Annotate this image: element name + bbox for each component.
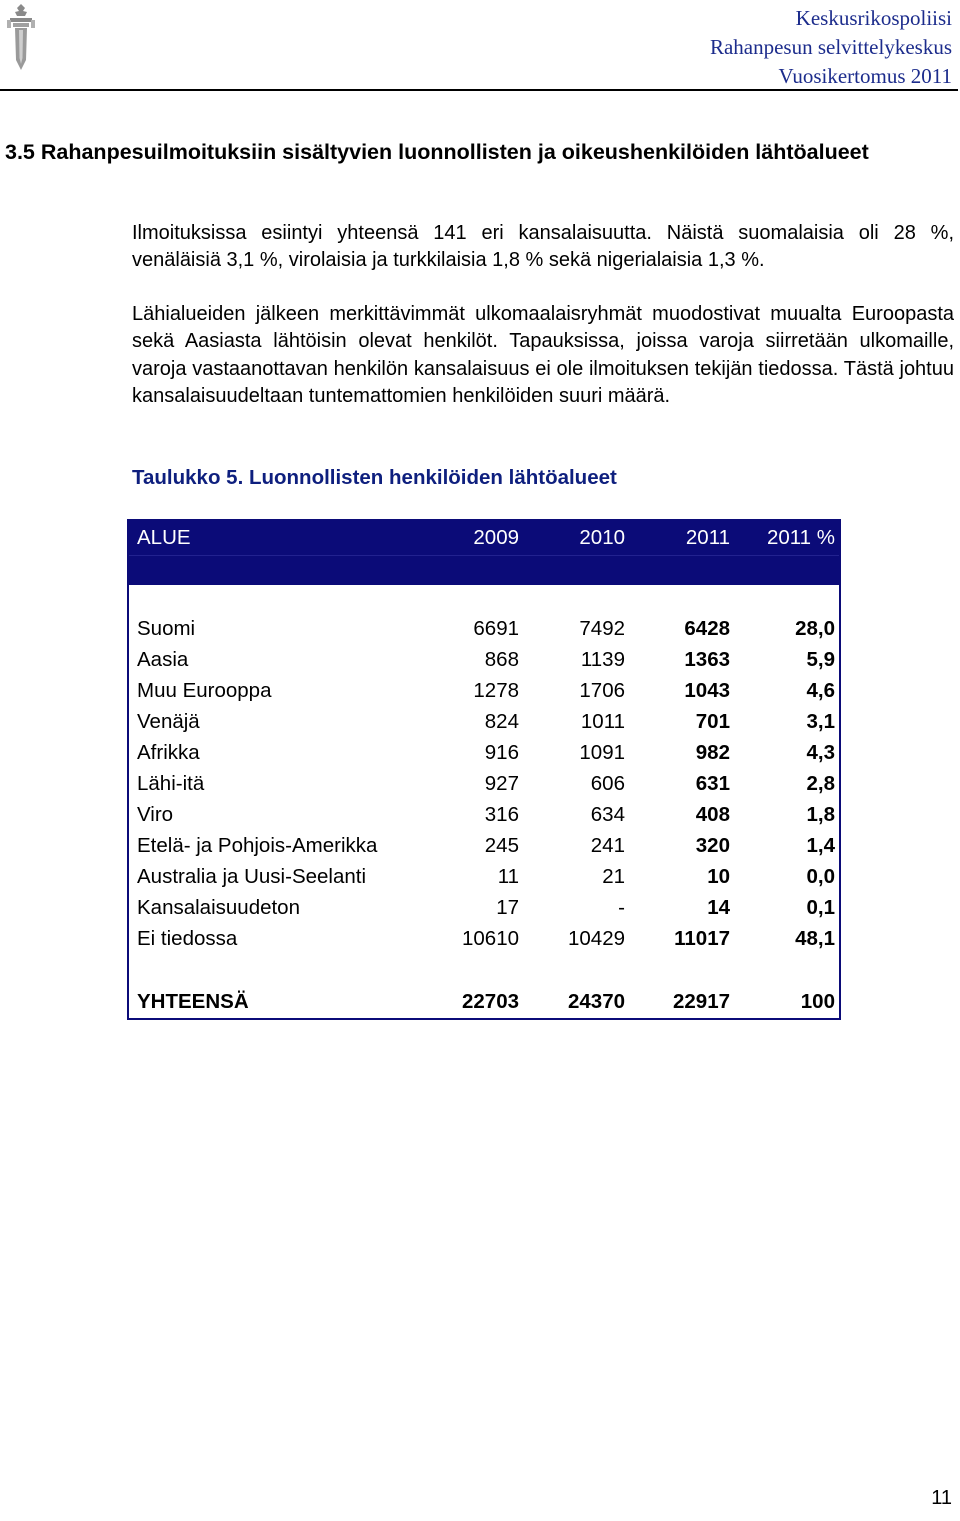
paragraph-foreign-groups: Lähialueiden jälkeen merkittävimmät ulkomaalaisryhmät muodostivat muualta Euroopasta sekä Aasiasta lähtöisin olevat henkilöt. Tapauksissa, joissa varoja siirretään ulkomaille, varoja vastaanottavan henkilön kansalaisuus ei ole ilmoituksen tekijän tiedossa. Tästä johtuu kansalaisuudeltaan tuntemattomien henkilöiden suuri määrä.: [132, 303, 954, 408]
row-2009: 927: [484, 772, 519, 795]
row-2011: 408: [695, 803, 730, 826]
table-row: [129, 677, 839, 708]
header-organization: Keskusrikospoliisi: [795, 6, 952, 30]
row-2009: 245: [484, 834, 519, 857]
row-2009: 916: [484, 741, 519, 764]
table-row: [129, 832, 839, 863]
row-2010: 1011: [580, 710, 625, 733]
row-2010: 634: [590, 803, 625, 826]
row-2011: 631: [695, 772, 730, 795]
row-area: Lähi-itä: [137, 772, 205, 795]
table-row: [129, 925, 839, 956]
row-2011-percent: 28,0: [795, 617, 835, 640]
header-unit: Rahanpesun selvittelykeskus: [709, 35, 952, 59]
row-2011: 11017: [674, 927, 730, 950]
row-2011: 6428: [684, 617, 730, 640]
row-2010: 1706: [579, 679, 625, 702]
row-2011-percent: 4,6: [806, 679, 835, 702]
row-2009: 1278: [473, 679, 519, 702]
header-2011-percent: 2011 %: [766, 526, 835, 549]
table-row: [129, 739, 839, 770]
row-2010: 10429: [567, 927, 625, 950]
row-2010: 241: [590, 834, 625, 857]
row-2010: 1091: [579, 741, 625, 764]
total-2010: 24370: [567, 990, 625, 1013]
row-2009: 11: [497, 865, 519, 888]
total-label: YHTEENSÄ: [137, 990, 249, 1013]
row-2010: -: [618, 896, 625, 919]
row-2011: 982: [695, 741, 730, 764]
row-2009: 6691: [473, 617, 519, 640]
table-header-divider: [129, 555, 839, 556]
origin-table: [127, 519, 841, 1020]
police-emblem-icon: [4, 2, 38, 72]
row-2011-percent: 48,1: [795, 927, 835, 950]
row-area: Venäjä: [137, 710, 200, 733]
table-header: [129, 521, 839, 585]
row-2011-percent: 5,9: [806, 648, 835, 671]
row-2011-percent: 0,1: [806, 896, 835, 919]
row-area: Suomi: [137, 617, 196, 640]
header-area: ALUE: [137, 526, 191, 549]
table-row: [129, 863, 839, 894]
row-2010: 606: [590, 772, 625, 795]
total-2011-percent: 100: [800, 990, 835, 1013]
row-2011-percent: 4,3: [806, 741, 835, 764]
header-divider: [0, 89, 958, 91]
row-2010: 1139: [580, 648, 625, 671]
row-2011: 320: [695, 834, 730, 857]
row-area: Aasia: [137, 648, 189, 671]
row-2009: 824: [484, 710, 519, 733]
section-heading: 3.5 Rahanpesuilmoituksiin sisältyvien luonnollisten ja oikeushenkilöiden lähtöalueet: [5, 140, 869, 164]
document-header: [710, 4, 952, 91]
header-2011: 2011: [685, 526, 730, 549]
header-report-title: Vuosikertomus 2011: [778, 64, 952, 88]
row-area: Ei tiedossa: [137, 927, 238, 950]
row-area: Viro: [137, 803, 174, 826]
row-2010: 21: [602, 865, 625, 888]
row-2011: 1363: [684, 648, 730, 671]
row-area: Australia ja Uusi-Seelanti: [137, 865, 367, 888]
table-total-row: [129, 988, 839, 1019]
table-row: [129, 708, 839, 739]
row-area: Etelä- ja Pohjois-Amerikka: [137, 834, 378, 857]
row-2011-percent: 2,8: [806, 772, 835, 795]
table-row: [129, 801, 839, 832]
row-2010: 7492: [579, 617, 625, 640]
row-2011: 10: [707, 865, 730, 888]
row-2011: 701: [695, 710, 730, 733]
table-row: [129, 615, 839, 646]
row-2011-percent: 0,0: [806, 865, 835, 888]
page-number: 11: [931, 1487, 952, 1509]
table-row: [129, 770, 839, 801]
row-area: Muu Eurooppa: [137, 679, 272, 702]
row-2009: 17: [496, 896, 519, 919]
header-2009: 2009: [473, 526, 519, 549]
row-2011-percent: 1,8: [806, 803, 835, 826]
table-row: [129, 646, 839, 677]
total-2011: 22917: [672, 990, 730, 1013]
row-2009: 316: [484, 803, 519, 826]
row-2011-percent: 1,4: [806, 834, 835, 857]
table-row: [129, 894, 839, 925]
row-2009: 10610: [461, 927, 519, 950]
row-2009: 868: [484, 648, 519, 671]
row-2011-percent: 3,1: [806, 710, 835, 733]
table-title: Taulukko 5. Luonnollisten henkilöiden lähtöalueet: [132, 466, 617, 489]
paragraph-nationalities: Ilmoituksissa esiintyi yhteensä 141 eri kansalaisuutta. Näistä suomalaisia oli 28 %, venäläisiä 3,1 %, virolaisia ja turkkilaisia 1,8 % sekä nigerialaisia 1,3 %.: [132, 222, 954, 272]
row-2011: 14: [707, 896, 730, 919]
total-2009: 22703: [461, 990, 519, 1013]
row-2011: 1043: [684, 679, 730, 702]
row-area: Afrikka: [137, 741, 200, 764]
header-2010: 2010: [579, 526, 625, 549]
row-area: Kansalaisuudeton: [137, 896, 300, 919]
